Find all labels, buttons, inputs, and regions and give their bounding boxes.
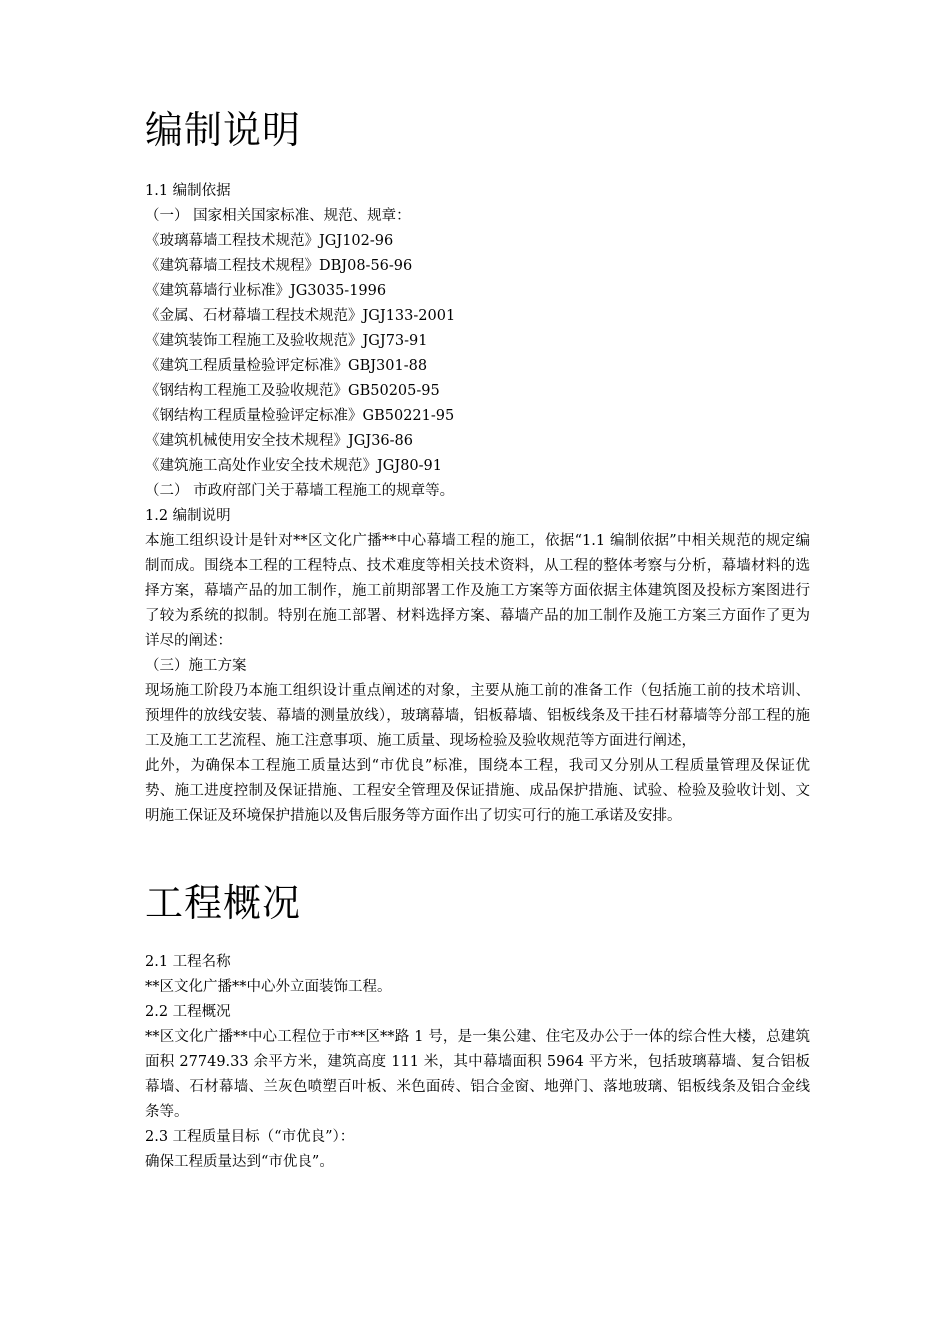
spacer [145, 930, 810, 950]
list-item: 《建筑机械使用安全技术规程》JGJ36-86 [145, 433, 414, 449]
heading-construction-plan: （三）施工方案 [145, 658, 247, 674]
heading-2-2: 2.2 工程概况 [145, 1004, 231, 1020]
list-item: 《钢结构工程施工及验收规范》GB50205-95 [145, 383, 440, 399]
list-item: 《建筑幕墙工程技术规程》DBJ08-56-96 [145, 258, 413, 274]
heading-2-1: 2.1 工程名称 [145, 954, 231, 970]
list-item: 《建筑工程质量检验评定标准》GBJ301-88 [145, 358, 428, 374]
paragraph: 此外，为确保本工程施工质量达到“市优良”标准，围绕本工程，我司又分别从工程质量管理及保证优势、施工进度控制及保证措施、工程安全管理及保证措施、成品保护措施、试验、检验及验收计划、文明施工保证及环境保护措施以及售后服务等方面作出了切实可行的施工承诺及安排。 [145, 758, 810, 824]
list-item: 《建筑施工高处作业安全技术规范》JGJ80-91 [145, 458, 443, 474]
section-title-compilation: 编制说明 [145, 108, 302, 152]
spacer [145, 829, 810, 876]
heading-1-1: 1.1 编制依据 [145, 183, 231, 199]
list-item: （一） 国家相关国家标准、规范、规章： [145, 208, 411, 224]
list-item: 《建筑幕墙行业标准》JG3035-1996 [145, 283, 387, 299]
heading-2-3: 2.3 工程质量目标（“市优良”）： [145, 1129, 355, 1145]
list-item: （二） 市政府部门关于幕墙工程施工的规章等。 [145, 483, 455, 499]
document-body [145, 103, 810, 1175]
paragraph: **区文化广播**中心工程位于市**区**路 1 号，是一集公建、住宅及办公于一体的综合性大楼，总建筑面积 27749.33 余平方米，建筑高度 111 米，其中幕墙面积 5964 平方米，包括玻璃幕墙、复合铝板幕墙、石材幕墙、兰灰色喷塑百叶板、米色面砖、铝合金窗、地弹门、落地玻璃、铝板线条及铝合金线条等。 [145, 1029, 810, 1120]
list-item: 《钢结构工程质量检验评定标准》GB50221-95 [145, 408, 455, 424]
list-item: 《金属、石材幕墙工程技术规范》JGJ133-2001 [145, 308, 456, 324]
list-item: 《建筑装饰工程施工及验收规范》JGJ73-91 [145, 333, 428, 349]
paragraph: 现场施工阶段乃本施工组织设计重点阐述的对象，主要从施工前的准备工作（包括施工前的技术培训、预埋件的放线安装、幕墙的测量放线），玻璃幕墙，铝板幕墙、铝板线条及干挂石材幕墙等分部工程的施工及施工工艺流程、施工注意事项、施工质量、现场检验及验收规范等方面进行阐述， [145, 683, 810, 749]
list-item: 《玻璃幕墙工程技术规范》JGJ102-96 [145, 233, 394, 249]
paragraph: 本施工组织设计是针对**区文化广播**中心幕墙工程的施工，依据“1.1 编制依据”中相关规范的规定编制而成。围绕本工程的工程特点、技术难度等相关技术资料，从工程的整体考察与分析，幕墙材料的选择方案，幕墙产品的加工制作，施工前期部署工作及施工方案等方面依据主体建筑图及投标方案图进行了较为系统的拟制。特别在施工部署、材料选择方案、幕墙产品的加工制作及施工方案三方面作了更为详尽的阐述： [145, 533, 810, 649]
spacer [145, 157, 810, 179]
quality-target: 确保工程质量达到“市优良”。 [145, 1154, 334, 1170]
heading-1-2: 1.2 编制说明 [145, 508, 231, 524]
section-title-overview: 工程概况 [145, 881, 302, 925]
project-name: **区文化广播**中心外立面装饰工程。 [145, 979, 392, 995]
